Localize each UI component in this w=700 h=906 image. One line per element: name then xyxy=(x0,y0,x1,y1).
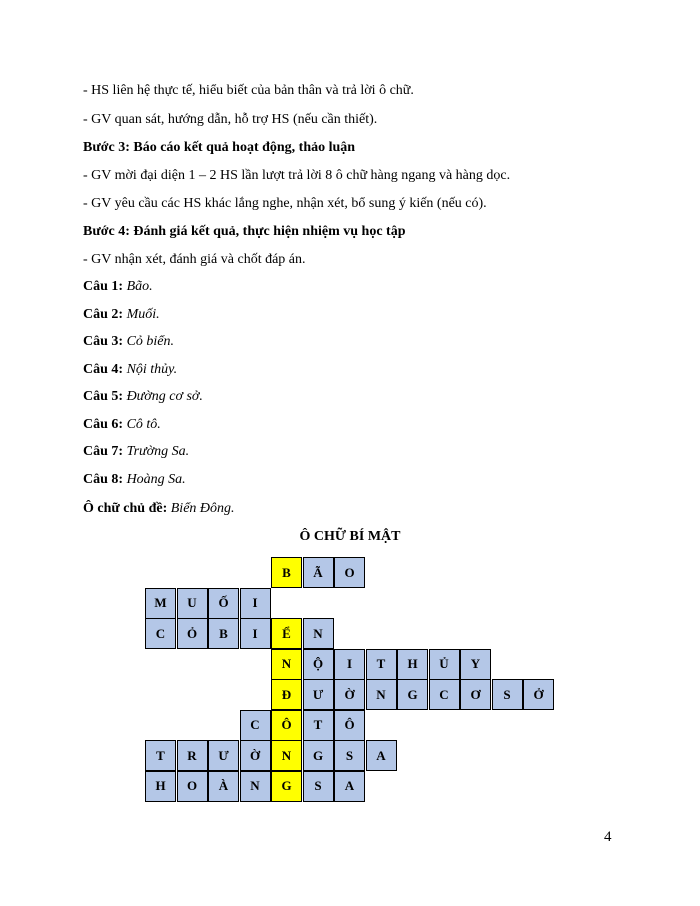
crossword-cell: Y xyxy=(460,649,491,680)
crossword-key-cell: N xyxy=(271,740,302,771)
crossword-cell: G xyxy=(303,740,334,771)
crossword-cell: S xyxy=(303,771,334,802)
crossword-cell: Ủ xyxy=(429,649,460,680)
crossword-key-cell: Đ xyxy=(271,679,302,710)
crossword-cell: Ố xyxy=(208,588,239,619)
step-heading: Bước 4: Đánh giá kết quả, thực hiện nhiệm vụ học tập xyxy=(83,224,406,239)
crossword-cell: B xyxy=(208,618,239,649)
crossword-cell: Ã xyxy=(303,557,334,588)
answer-line xyxy=(83,471,186,489)
instruction-line: - GV nhận xét, đánh giá và chốt đáp án. xyxy=(83,252,306,267)
instruction-line: - HS liên hệ thực tế, hiểu biết của bản thân và trả lời ô chữ. xyxy=(83,83,414,98)
answer-line xyxy=(83,278,153,296)
answer-label: Câu 7: xyxy=(83,444,127,459)
answer-line xyxy=(83,416,161,434)
crossword-title: Ô CHỮ BÍ MẬT xyxy=(299,529,401,544)
crossword-key-cell: Ô xyxy=(271,710,302,741)
crossword-cell: I xyxy=(240,618,271,649)
crossword-cell: A xyxy=(334,771,365,802)
crossword-cell: N xyxy=(303,618,334,649)
theme-value: Biển Đông. xyxy=(170,501,235,516)
crossword-cell: Ư xyxy=(303,679,334,710)
crossword-cell: C xyxy=(240,710,271,741)
instruction-line: - GV quan sát, hướng dẫn, hỗ trợ HS (nếu cần thiết). xyxy=(83,112,378,127)
crossword-cell: Ư xyxy=(208,740,239,771)
crossword-cell: S xyxy=(334,740,365,771)
crossword-cell: C xyxy=(145,618,176,649)
answer-label: Câu 5: xyxy=(83,389,127,404)
crossword-cell: I xyxy=(334,649,365,680)
crossword-cell: M xyxy=(145,588,176,619)
answer-label: Câu 3: xyxy=(83,334,127,349)
answer-label: Câu 4: xyxy=(83,361,127,377)
crossword-cell: T xyxy=(145,740,176,771)
answer-line xyxy=(83,361,177,379)
instruction-line: - GV yêu cầu các HS khác lắng nghe, nhận xét, bổ sung ý kiến (nếu có). xyxy=(83,196,487,211)
crossword-cell: À xyxy=(208,771,239,802)
theme-answer xyxy=(83,500,235,518)
crossword-cell: H xyxy=(397,649,428,680)
crossword-cell: Ộ xyxy=(303,649,334,680)
answer-label: Câu 2: xyxy=(83,306,127,322)
crossword-cell: N xyxy=(366,679,397,710)
answer-value: Nội thủy. xyxy=(126,361,178,377)
answer-value: Cô tô. xyxy=(126,416,161,432)
crossword-cell: Ơ xyxy=(460,679,491,710)
crossword-key-cell: B xyxy=(271,557,302,588)
crossword-cell: Ô xyxy=(334,710,365,741)
crossword-cell: N xyxy=(240,771,271,802)
crossword-cell: U xyxy=(177,588,208,619)
answer-label: Câu 8: xyxy=(83,471,127,487)
crossword-key-cell: Ể xyxy=(271,618,302,649)
theme-label: Ô chữ chủ đề: xyxy=(83,501,168,516)
crossword-cell: I xyxy=(240,588,271,619)
crossword-cell: Ờ xyxy=(334,679,365,710)
crossword-cell: T xyxy=(303,710,334,741)
step-heading: Bước 3: Báo cáo kết quả hoạt động, thảo luận xyxy=(83,140,356,155)
crossword-cell: H xyxy=(145,771,176,802)
crossword-cell: Ỏ xyxy=(177,618,208,649)
crossword-cell: T xyxy=(366,649,397,680)
answer-value: Cỏ biển. xyxy=(126,334,175,349)
answer-value: Trường Sa. xyxy=(126,444,190,459)
crossword-key-cell: G xyxy=(271,771,302,802)
answer-value: Muối. xyxy=(126,306,160,322)
crossword-cell: C xyxy=(429,679,460,710)
answer-value: Bão. xyxy=(126,279,153,294)
answer-value: Đường cơ sở. xyxy=(126,389,203,404)
answer-line xyxy=(83,333,174,351)
answer-line xyxy=(83,388,203,406)
crossword-cell: S xyxy=(492,679,523,710)
crossword-cell: O xyxy=(334,557,365,588)
crossword-cell: O xyxy=(177,771,208,802)
answer-line xyxy=(83,443,189,461)
crossword-key-cell: N xyxy=(271,649,302,680)
answer-label: Câu 1: xyxy=(83,279,127,294)
crossword-cell: G xyxy=(397,679,428,710)
crossword-cell: Ờ xyxy=(240,740,271,771)
instruction-line: - GV mời đại diện 1 – 2 HS lần lượt trả lời 8 ô chữ hàng ngang và hàng dọc. xyxy=(83,168,511,183)
answer-label: Câu 6: xyxy=(83,416,127,432)
crossword-cell: A xyxy=(366,740,397,771)
page-number: 4 xyxy=(604,829,612,845)
answer-value: Hoàng Sa. xyxy=(126,471,186,487)
crossword-cell: Ở xyxy=(523,679,554,710)
crossword-cell: R xyxy=(177,740,208,771)
answer-line xyxy=(83,306,160,324)
